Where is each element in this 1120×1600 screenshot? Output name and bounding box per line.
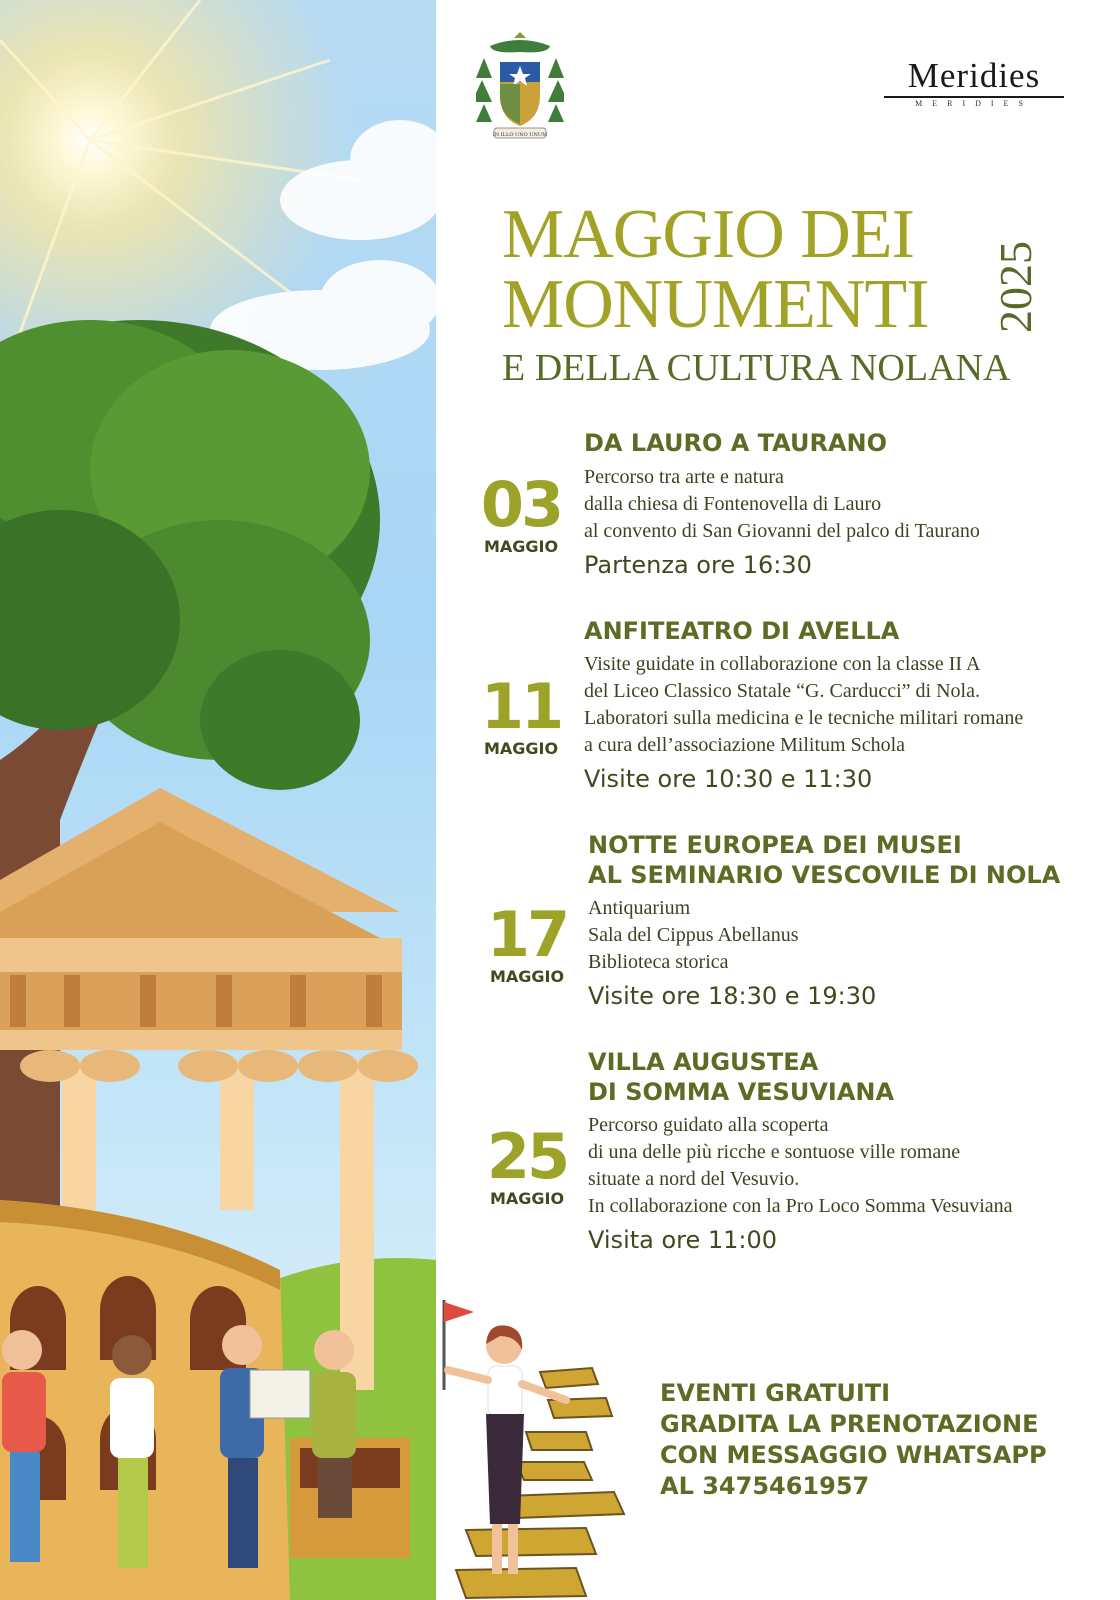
tour-guide-icon xyxy=(436,1300,646,1600)
event-desc-line: Percorso guidato alla scoperta xyxy=(588,1114,829,1136)
booking-info xyxy=(660,1378,1047,1502)
event-time: Partenza ore 16:30 xyxy=(584,551,812,579)
event-desc-line: Antiquarium xyxy=(588,897,691,919)
booking-line: GRADITA LA PRENOTAZIONE xyxy=(660,1410,1039,1438)
bishop-crest-logo xyxy=(476,28,564,146)
event-date xyxy=(466,468,576,556)
event-title: DI SOMMA VESUVIANA xyxy=(588,1078,895,1106)
illustration-panel xyxy=(0,0,436,1600)
event-day: 11 xyxy=(480,670,562,743)
event-month: MAGGIO xyxy=(483,739,559,758)
event-desc-line: al convento di San Giovanni del palco di Taurano xyxy=(584,520,980,542)
event-title: DA LAURO A TAURANO xyxy=(584,429,888,457)
title-line-2: MONUMENTI xyxy=(502,266,929,343)
meridies-logo xyxy=(884,58,1064,114)
event-date xyxy=(472,1120,582,1208)
event-desc-line: di una delle più ricche e sontuose ville romane xyxy=(588,1141,961,1163)
brand-name: Meridies xyxy=(907,56,1041,95)
event-desc-line: Laboratori sulla medicina e le tecniche militari romane xyxy=(584,707,1024,729)
event-title: AL SEMINARIO VESCOVILE DI NOLA xyxy=(588,861,1061,889)
booking-line: CON MESSAGGIO WHATSAPP xyxy=(660,1441,1047,1469)
content-panel xyxy=(436,0,1120,1600)
event-time: Visite ore 10:30 e 11:30 xyxy=(584,765,873,793)
monuments-illustration xyxy=(0,0,436,1600)
event-desc-line: Percorso tra arte e natura xyxy=(584,466,784,488)
event-desc-line: a cura dell’associazione Militum Schola xyxy=(584,734,906,756)
event-date xyxy=(466,670,576,758)
event-title: NOTTE EUROPEA DEI MUSEI xyxy=(588,831,962,859)
event-day: 17 xyxy=(486,898,568,971)
tree-icon xyxy=(0,320,380,790)
event-time: Visite ore 18:30 e 19:30 xyxy=(588,982,877,1010)
event-month: MAGGIO xyxy=(489,967,565,986)
crest-motto: IN ILLO UNO UNUM xyxy=(492,132,548,138)
booking-phone: AL 3475461957 xyxy=(660,1472,870,1500)
title-line-1: MAGGIO DEI xyxy=(502,196,914,273)
event-title: ANFITEATRO DI AVELLA xyxy=(584,617,900,645)
event-day: 25 xyxy=(486,1120,568,1193)
event-desc-line: In collaborazione con la Pro Loco Somma Vesuviana xyxy=(588,1195,1013,1217)
event-desc-line: dalla chiesa di Fontenovella di Lauro xyxy=(584,493,882,515)
event-desc-line: Sala del Cippus Abellanus xyxy=(588,924,799,946)
booking-line: EVENTI GRATUITI xyxy=(660,1379,891,1407)
brand-subtitle: MERIDIES xyxy=(884,96,1064,108)
year-label: 2025 xyxy=(990,241,1041,333)
event-month: MAGGIO xyxy=(489,1189,565,1208)
event-desc-line: Biblioteca storica xyxy=(588,951,729,973)
event-month: MAGGIO xyxy=(483,537,559,556)
event-desc-line: Visite guidate in collaborazione con la classe II A xyxy=(584,653,981,675)
event-title: VILLA AUGUSTEA xyxy=(588,1048,819,1076)
event-time: Visita ore 11:00 xyxy=(588,1226,778,1254)
subtitle: E DELLA CULTURA NOLANA xyxy=(502,347,1011,389)
event-date xyxy=(472,898,582,986)
event-desc-line: del Liceo Classico Statale “G. Carducci” di Nola. xyxy=(584,680,980,702)
event-day: 03 xyxy=(480,468,562,541)
event-desc-line: situate a nord del Vesuvio. xyxy=(588,1168,800,1190)
